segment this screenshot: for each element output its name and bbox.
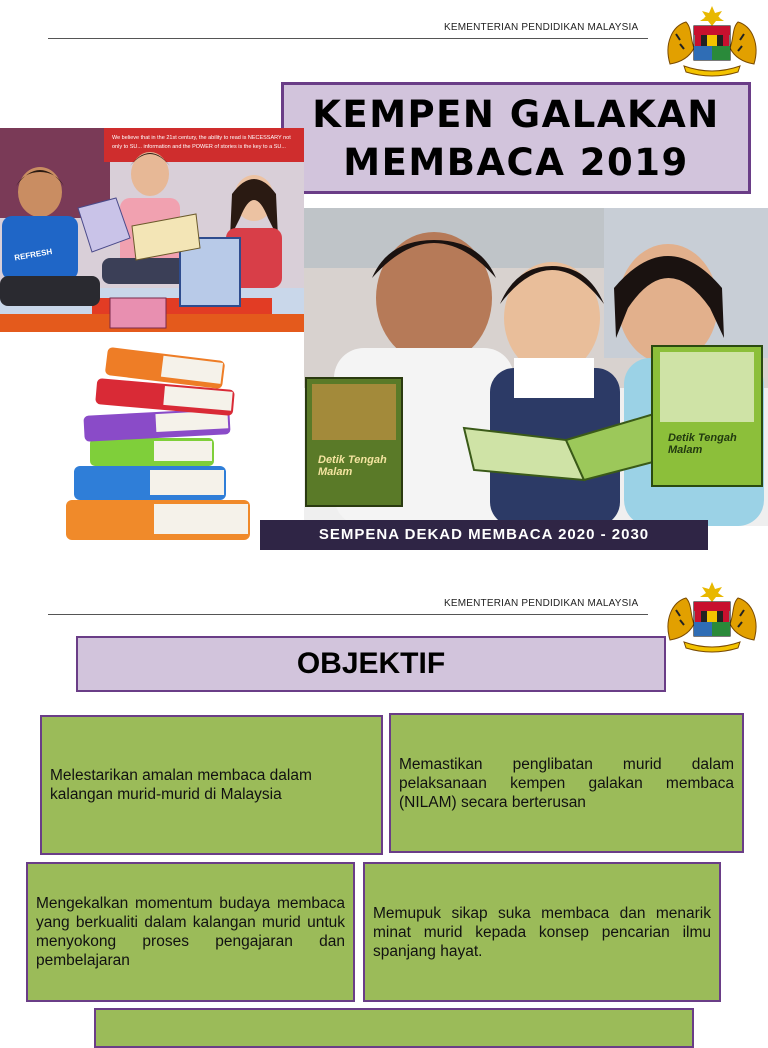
title-box bbox=[281, 82, 751, 194]
objective-text-2: Memastikan penglibatan murid dalam pelaksanaan kempen galakan membaca (NILAM) secara berterusan bbox=[399, 755, 734, 811]
children-reading-photo bbox=[0, 128, 304, 332]
book-cover-title: Detik Tengah Malam bbox=[318, 454, 387, 478]
slide-2 bbox=[0, 578, 768, 1024]
header-divider bbox=[48, 38, 648, 39]
objective-text-1: Melestarikan amalan membaca dalam kalangan murid-murid di Malaysia bbox=[50, 767, 312, 803]
photo-poster-text: We believe that in the 21st century, the ability to read is NECESSARY not only to SU... information and the POWER of stories is the key to a SU... bbox=[112, 135, 291, 150]
objective-card-1 bbox=[40, 715, 383, 855]
objective-heading: OBJEKTIF bbox=[76, 636, 666, 692]
objective-text-4: Memupuk sikap suka membaca dan menarik minat murid kepada konsep pencarian ilmu spanjang hayat. bbox=[373, 904, 711, 960]
ministry-label: KEMENTERIAN PENDIDIKAN MALAYSIA bbox=[444, 22, 639, 33]
objective-card-3 bbox=[26, 862, 355, 1002]
book-stack-icon bbox=[62, 344, 256, 548]
objective-card-5 bbox=[94, 1008, 694, 1048]
objective-card-2 bbox=[389, 713, 744, 853]
malaysia-crest-icon bbox=[664, 580, 760, 656]
title-line-2: MEMBACA 2019 bbox=[343, 141, 689, 184]
students-reading-photo bbox=[304, 208, 768, 526]
title-line-1: KEMPEN GALAKAN bbox=[312, 93, 720, 136]
header-divider bbox=[48, 614, 648, 615]
ministry-label: KEMENTERIAN PENDIDIKAN MALAYSIA bbox=[444, 598, 639, 609]
campaign-banner: SEMPENA DEKAD MEMBACA 2020 - 2030 bbox=[260, 520, 708, 550]
book-cover-title-2: Detik Tengah Malam bbox=[668, 432, 737, 456]
malaysia-crest-icon bbox=[664, 4, 760, 80]
objective-card-4 bbox=[363, 862, 721, 1002]
shirt-text: REFRESH bbox=[13, 246, 53, 263]
objective-text-3: Mengekalkan momentum budaya membaca yang berkualiti dalam kalangan murid untuk menyokong proses pengajaran dan pembelajaran bbox=[36, 895, 345, 969]
